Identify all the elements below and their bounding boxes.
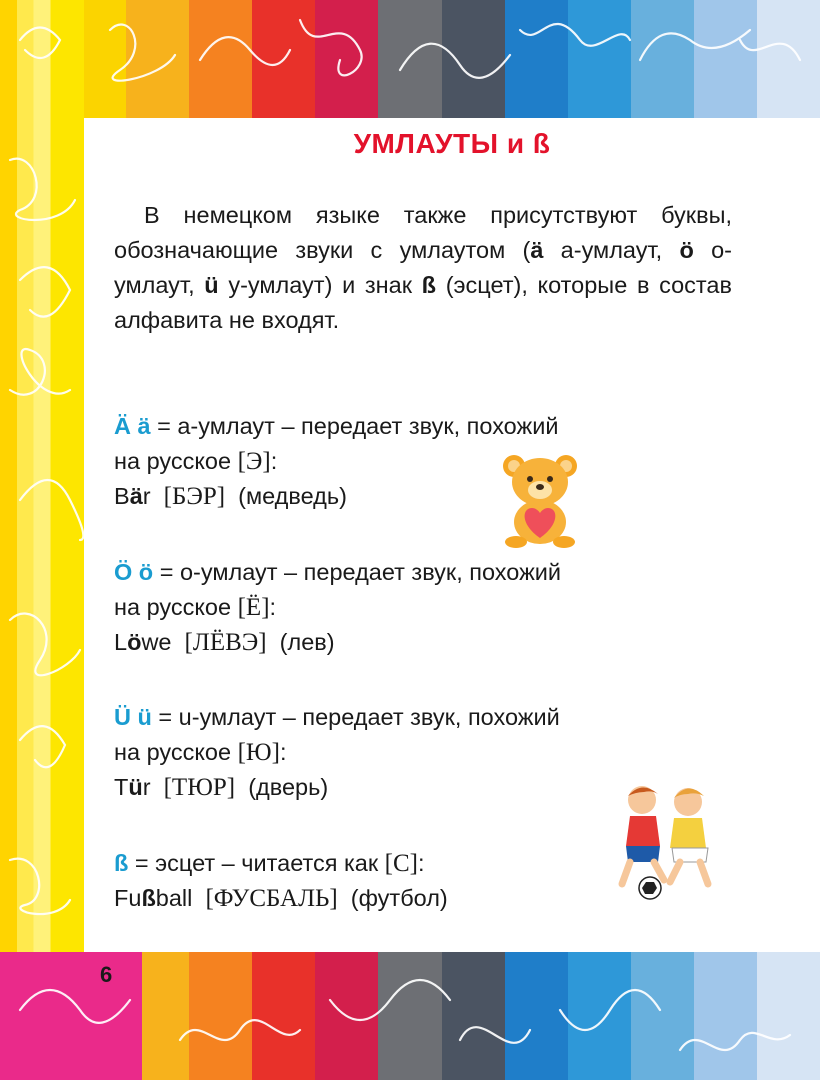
example-word-part: Fu xyxy=(114,885,142,911)
entry-colon: : xyxy=(279,739,287,765)
entry-eszett xyxy=(114,846,574,916)
entry-definition: = эсцет – читается как xyxy=(128,850,385,876)
entry-sound-line xyxy=(114,590,732,625)
entry-letters: Ä ä xyxy=(114,413,151,439)
entry-colon: : xyxy=(270,448,278,474)
entry-sound-line xyxy=(114,735,732,770)
example-word-part: r xyxy=(142,483,151,509)
intro-letter-u-umlaut: ü xyxy=(204,272,219,298)
example-word-part: we xyxy=(141,629,172,655)
intro-letter-eszett: ß xyxy=(421,272,437,298)
entry-definition-line xyxy=(114,559,561,585)
example-word-highlight: ä xyxy=(129,483,143,509)
entry-sound-label: на русское xyxy=(114,448,238,474)
entry-letters: Ö ö xyxy=(114,559,154,585)
page-number-corner xyxy=(0,952,142,1080)
entry-sound: [Ю] xyxy=(237,739,280,766)
entry-letters: Ü ü xyxy=(114,704,152,730)
page-number: 6 xyxy=(100,962,113,987)
entry-definition: = a-умлаут – передает звук, похожий xyxy=(150,413,559,439)
entry-definition-line xyxy=(114,413,558,439)
entry-sound: [Ё] xyxy=(237,594,270,621)
page-title: УМЛАУТЫ и ß xyxy=(353,128,551,159)
example-word-part: ball xyxy=(155,885,193,911)
example-transcription: [БЭР] xyxy=(163,483,226,510)
example-translation: (футбол) xyxy=(350,885,448,911)
intro-text: у-умлаут) и знак xyxy=(218,272,422,298)
example-word-part: T xyxy=(114,774,129,800)
intro-letter-a-umlaut: ä xyxy=(530,237,544,263)
entry-colon: : xyxy=(418,850,425,876)
example-word-highlight: ö xyxy=(127,629,142,655)
example-transcription: [ТЮР] xyxy=(163,774,236,801)
entry-sound-line xyxy=(114,444,732,479)
entry-sound-label: на русское xyxy=(114,739,238,765)
example-translation: (медведь) xyxy=(238,483,347,509)
intro-paragraph xyxy=(114,198,732,338)
entry-a-umlaut xyxy=(114,409,732,514)
intro-letter-o-umlaut: ö xyxy=(679,237,694,263)
example-word-part: L xyxy=(114,629,128,655)
entry-colon: : xyxy=(269,594,277,620)
top-decorative-border xyxy=(0,0,820,118)
entry-definition: = o-умлаут – передает звук, похожий xyxy=(153,559,562,585)
example-word-highlight: ß xyxy=(141,885,156,911)
example-word-part: B xyxy=(114,483,130,509)
intro-text: В немецком языке также присутствуют буквы, обозначающие звуки с умлаутом ( xyxy=(114,202,732,263)
kids-football-illustration xyxy=(604,778,730,904)
intro-text: а-умлаут, xyxy=(543,237,680,263)
entry-example-line xyxy=(114,479,732,514)
example-translation: (дверь) xyxy=(248,774,329,800)
entry-sound-label: на русское xyxy=(114,594,238,620)
entry-definition-line xyxy=(114,850,425,876)
entry-letters: ß xyxy=(114,850,129,876)
entry-sound: [С] xyxy=(384,850,418,877)
intro-text: (эсцет), которые в состав алфавита не входят. xyxy=(114,272,732,333)
entry-example-line xyxy=(114,881,574,916)
teddy-bear-illustration xyxy=(500,452,580,548)
example-transcription: [ФУСБАЛЬ] xyxy=(205,885,338,912)
entry-definition: = u-умлаут – передает звук, похожий xyxy=(151,704,560,730)
left-decorative-border xyxy=(0,0,84,1080)
example-transcription: [ЛЁВЭ] xyxy=(184,629,267,656)
example-word-highlight: ü xyxy=(128,774,143,800)
entry-sound: [Э] xyxy=(237,448,271,475)
example-word-part: r xyxy=(142,774,151,800)
example-translation: (лев) xyxy=(279,629,335,655)
entry-o-umlaut xyxy=(114,555,732,660)
entry-example-line xyxy=(114,625,732,660)
intro-text: о-умлаут, xyxy=(114,237,732,298)
entry-definition-line xyxy=(114,704,560,730)
